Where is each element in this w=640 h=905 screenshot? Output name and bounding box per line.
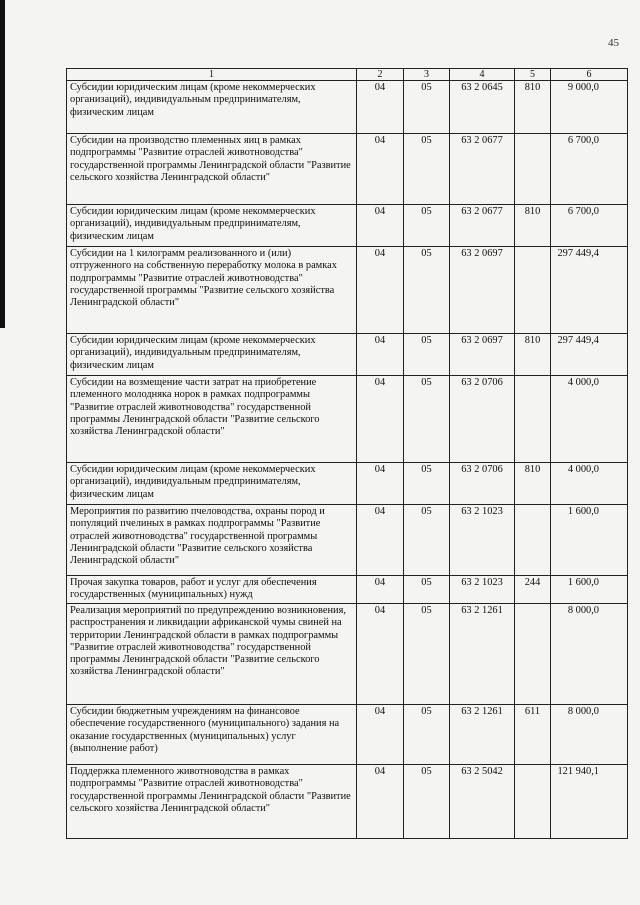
table-row <box>67 134 628 205</box>
table-row <box>67 765 628 839</box>
row-expense-type: 810 <box>515 463 551 505</box>
row-amount: 4 000,0 <box>551 376 628 463</box>
row-section: 04 <box>357 604 404 705</box>
row-expense-type: 810 <box>515 334 551 376</box>
row-target-code: 63 2 1261 <box>450 604 515 705</box>
table-row <box>67 463 628 505</box>
row-target-code: 63 2 0706 <box>450 376 515 463</box>
row-expense-type: 810 <box>515 81 551 134</box>
row-subsection: 05 <box>404 334 450 376</box>
row-target-code: 63 2 1023 <box>450 505 515 576</box>
table-row <box>67 334 628 376</box>
table-row <box>67 205 628 247</box>
row-subsection: 05 <box>404 705 450 765</box>
row-section: 04 <box>357 205 404 247</box>
header-cell: 1 <box>67 69 357 81</box>
header-cell: 5 <box>515 69 551 81</box>
row-subsection: 05 <box>404 765 450 839</box>
header-cell: 6 <box>551 69 628 81</box>
row-subsection: 05 <box>404 247 450 334</box>
row-section: 04 <box>357 247 404 334</box>
table-row <box>67 576 628 604</box>
row-expense-type <box>515 376 551 463</box>
table-row <box>67 505 628 576</box>
table-row <box>67 247 628 334</box>
table-row <box>67 376 628 463</box>
row-section: 04 <box>357 463 404 505</box>
row-subsection: 05 <box>404 463 450 505</box>
header-cell: 4 <box>450 69 515 81</box>
row-description: Субсидии юридическим лицам (кроме некоммерческих организаций), индивидуальным предпринимателям, физическим лицам <box>67 334 357 376</box>
row-description: Субсидии на 1 килограмм реализованного и (или) отгруженного на собственную переработку молока в рамках подпрограммы "Развитие отраслей животноводства" государственной программы "Развитие сельского хозяйства Ленинградской области" <box>67 247 357 334</box>
row-amount: 121 940,1 <box>551 765 628 839</box>
row-amount: 6 700,0 <box>551 205 628 247</box>
row-subsection: 05 <box>404 134 450 205</box>
row-target-code: 63 2 0677 <box>450 205 515 247</box>
row-target-code: 63 2 1023 <box>450 576 515 604</box>
row-target-code: 63 2 0697 <box>450 247 515 334</box>
row-description: Субсидии на производство племенных яиц в рамках подпрограммы "Развитие отраслей животноводства" государственной программы Ленинградской области "Развитие сельского хозяйства Ленинградской области" <box>67 134 357 205</box>
page-number: 45 <box>608 37 619 49</box>
row-description: Реализация мероприятий по предупреждению возникновения, распространения и ликвидации африканской чумы свиней на территории Ленинградской области в рамках подпрограммы "Развитие отраслей животноводства" государственной программы Ленинградской области "Развитие сельского хозяйства Ленинградской области" <box>67 604 357 705</box>
row-description: Субсидии юридическим лицам (кроме некоммерческих организаций), индивидуальным предпринимателям, физическим лицам <box>67 463 357 505</box>
row-description: Субсидии юридическим лицам (кроме некоммерческих организаций), индивидуальным предпринимателям, физическим лицам <box>67 205 357 247</box>
row-expense-type <box>515 604 551 705</box>
row-expense-type: 611 <box>515 705 551 765</box>
row-subsection: 05 <box>404 604 450 705</box>
row-subsection: 05 <box>404 81 450 134</box>
row-amount: 8 000,0 <box>551 705 628 765</box>
row-expense-type <box>515 134 551 205</box>
row-amount: 1 600,0 <box>551 576 628 604</box>
table-header-row <box>67 69 628 81</box>
row-amount: 8 000,0 <box>551 604 628 705</box>
table-row <box>67 81 628 134</box>
header-cell: 3 <box>404 69 450 81</box>
row-amount: 6 700,0 <box>551 134 628 205</box>
row-target-code: 63 2 0645 <box>450 81 515 134</box>
row-subsection: 05 <box>404 376 450 463</box>
table-row <box>67 604 628 705</box>
row-subsection: 05 <box>404 205 450 247</box>
row-description: Мероприятия по развитию пчеловодства, охраны пород и популяций пчелиных в рамках подпрограммы "Развитие отраслей животноводства" государственной программы Ленинградской области "Развитие сельского хозяйства Ленинградской области" <box>67 505 357 576</box>
table-row <box>67 705 628 765</box>
row-section: 04 <box>357 376 404 463</box>
row-description: Поддержка племенного животноводства в рамках подпрограммы "Развитие отраслей животноводства" государственной программы Ленинградской области "Развитие сельского хозяйства Ленинградской области" <box>67 765 357 839</box>
row-amount: 9 000,0 <box>551 81 628 134</box>
row-section: 04 <box>357 576 404 604</box>
budget-table <box>66 68 628 839</box>
row-expense-type: 810 <box>515 205 551 247</box>
row-subsection: 05 <box>404 576 450 604</box>
row-target-code: 63 2 1261 <box>450 705 515 765</box>
row-section: 04 <box>357 81 404 134</box>
row-description: Субсидии на возмещение части затрат на приобретение племенного молодняка норок в рамках подпрограммы "Развитие отраслей животноводства" государственной программы Ленинградской области "Развитие сельского хозяйства Ленинградской области" <box>67 376 357 463</box>
row-expense-type <box>515 247 551 334</box>
row-section: 04 <box>357 765 404 839</box>
row-target-code: 63 2 5042 <box>450 765 515 839</box>
scan-edge-bar <box>0 0 5 328</box>
row-section: 04 <box>357 505 404 576</box>
row-expense-type: 244 <box>515 576 551 604</box>
row-target-code: 63 2 0706 <box>450 463 515 505</box>
row-section: 04 <box>357 134 404 205</box>
row-expense-type <box>515 765 551 839</box>
row-target-code: 63 2 0697 <box>450 334 515 376</box>
row-subsection: 05 <box>404 505 450 576</box>
header-cell: 2 <box>357 69 404 81</box>
row-target-code: 63 2 0677 <box>450 134 515 205</box>
row-expense-type <box>515 505 551 576</box>
row-amount: 4 000,0 <box>551 463 628 505</box>
row-amount: 297 449,4 <box>551 334 628 376</box>
row-description: Прочая закупка товаров, работ и услуг для обеспечения государственных (муниципальных) нужд <box>67 576 357 604</box>
row-amount: 297 449,4 <box>551 247 628 334</box>
row-section: 04 <box>357 705 404 765</box>
row-amount: 1 600,0 <box>551 505 628 576</box>
row-section: 04 <box>357 334 404 376</box>
row-description: Субсидии бюджетным учреждениям на финансовое обеспечение государственного (муниципального) задания на оказание государственных (муниципальных) услуг (выполнение работ) <box>67 705 357 765</box>
row-description: Субсидии юридическим лицам (кроме некоммерческих организаций), индивидуальным предпринимателям, физическим лицам <box>67 81 357 134</box>
